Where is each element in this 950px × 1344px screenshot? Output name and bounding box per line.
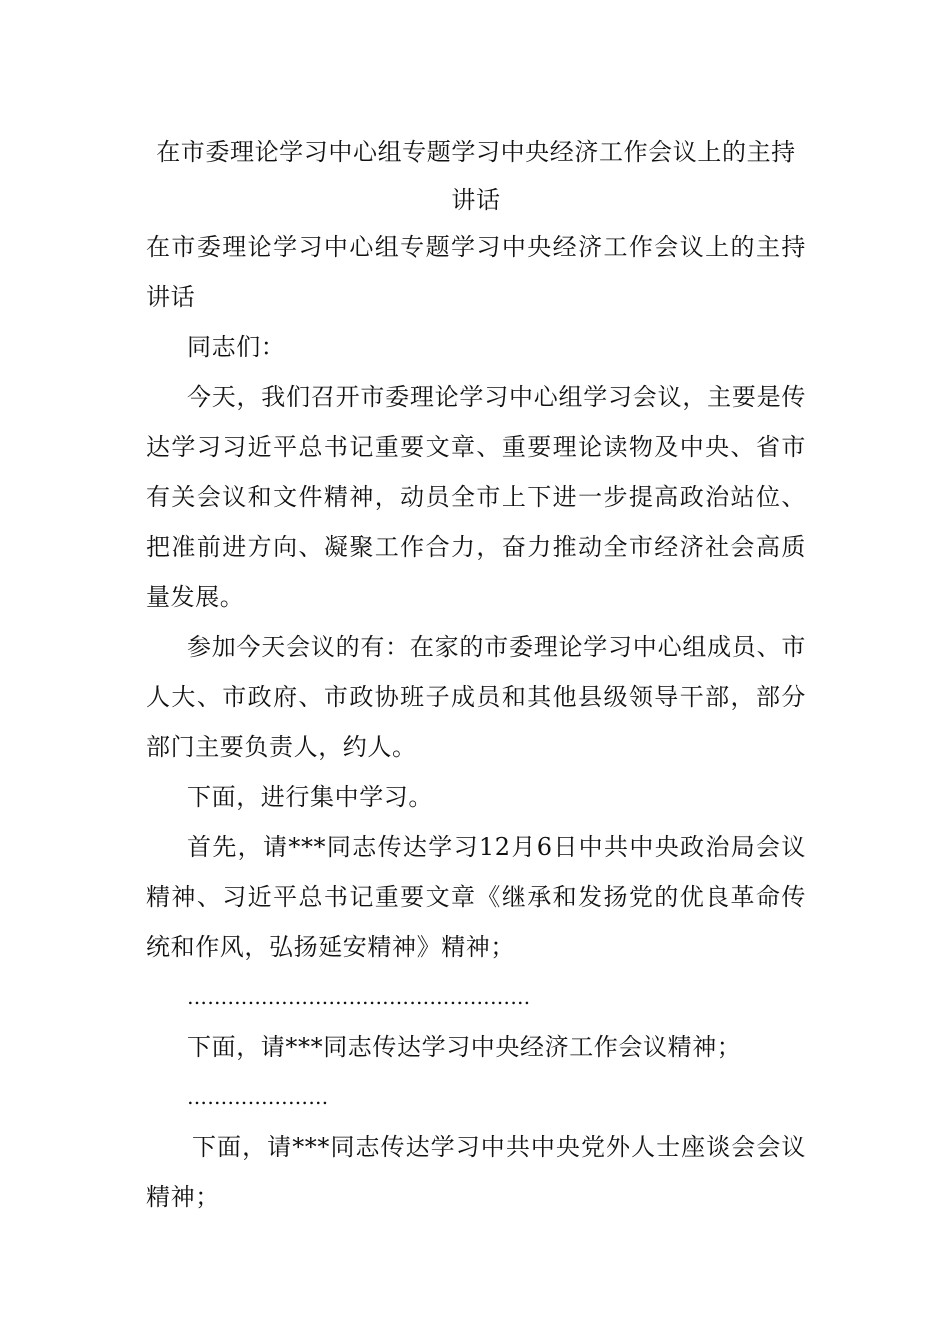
ellipsis-separator: …………………	[187, 1085, 329, 1109]
paragraph-first-item: 首先，请***同志传达学习12月6日中共中央政治局会议精神、习近平总书记重要文章《继承和发扬党的优良革命传统和作风，弘扬延安精神》精神；	[146, 833, 806, 961]
paragraph-non-party-forum: 下面，请***同志传达学习中共中央党外人士座谈会会议精神；	[146, 1133, 806, 1211]
paragraph-attendees: 参加今天会议的有：在家的市委理论学习中心组成员、市人大、市政府、市政协班子成员和其他县级领导干部，部分部门主要负责人，约人。	[146, 633, 806, 761]
document-body	[146, 128, 806, 1222]
ellipsis-separator: ……………………………………………	[187, 985, 531, 1009]
document-subtitle: 在市委理论学习中心组专题学习中央经济工作会议上的主持讲话	[146, 233, 806, 311]
paragraph-economic-work: 下面，请***同志传达学习中央经济工作会议精神；	[187, 1033, 742, 1061]
salutation: 同志们：	[187, 333, 286, 361]
paragraph-opening: 今天，我们召开市委理论学习中心组学习会议，主要是传达学习习近平总书记重要文章、重要理论读物及中央、省市有关会议和文件精神，动员全市上下进一步提高政治站位、把准前进方向、凝聚工作合力，奋力推动全市经济社会高质量发展。	[146, 383, 806, 611]
document-title: 在市委理论学习中心组专题学习中央经济工作会议上的主持讲话	[156, 138, 796, 214]
paragraph-study-start: 下面，进行集中学习。	[187, 783, 433, 811]
